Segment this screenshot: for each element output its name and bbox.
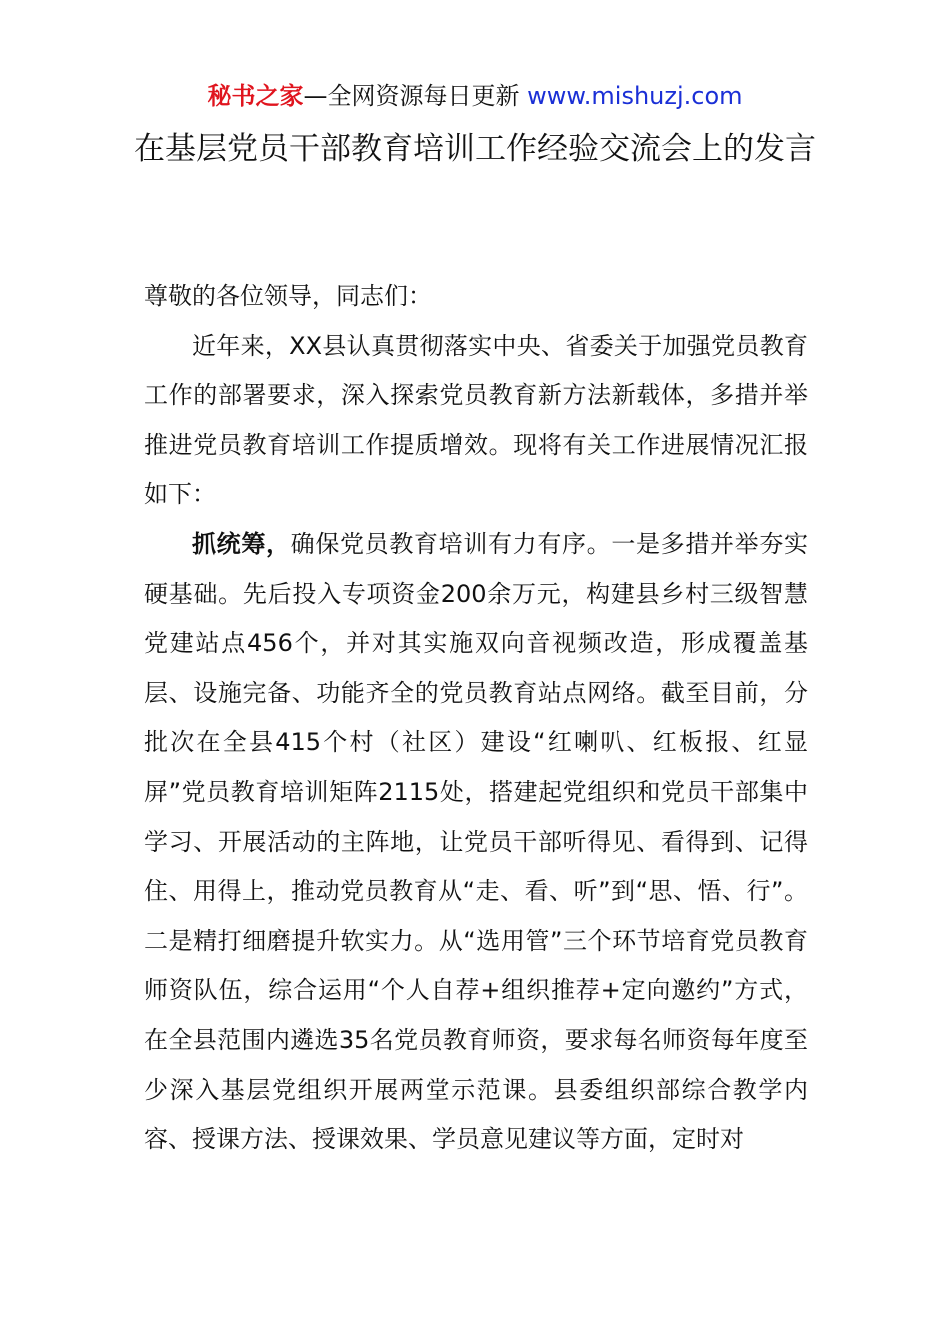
paragraph-intro: 近年来，XX县认真贯彻落实中央、省委关于加强党员教育工作的部署要求，深入探索党员教育新方法新载体，多措并举推进党员教育培训工作提质增效。现将有关工作进展情况汇报如下： xyxy=(144,331,808,509)
site-slogan: —全网资源每日更新 xyxy=(303,82,528,110)
document-body xyxy=(144,272,808,1165)
document-title: 在基层党员干部教育培训工作经验交流会上的发言 xyxy=(134,131,816,167)
site-brand: 秘书之家 xyxy=(207,82,304,110)
site-url-link[interactable]: www.mishuzj.com xyxy=(527,82,743,110)
section-body: 确保党员教育培训有力有序。一是多措并举夯实硬基础。先后投入专项资金200余万元，构建县乡村三级智慧党建站点456个，并对其实施双向音视频改造，形成覆盖基层、设施完备、功能齐全的党员教育站点网络。截至目前，分批次在全县415个村（社区）建设“红喇叭、红板报、红显屏”党员教育培训矩阵2115处，搭建起党组织和党员干部集中学习、开展活动的主阵地，让党员干部听得见、看得到、记得住、用得上，推动党员教育从“走、看、听”到“思、悟、行”。二是精打细磨提升软实力。从“选用管”三个环节培育党员教育师资队伍，综合运用“个人自荐+组织推荐+定向邀约”方式，在全县范围内遴选35名党员教育师资，要求每名师资每年度至少深入基层党组织开展两堂示范课。县委组织部综合教学内容、授课方法、授课效果、学员意见建议等方面，定时对 xyxy=(144,529,809,1154)
section-lead: 抓统筹， xyxy=(192,529,291,558)
site-header xyxy=(0,80,950,112)
salutation: 尊敬的各位领导，同志们： xyxy=(144,282,432,310)
paragraph-section-1 xyxy=(144,520,808,1165)
